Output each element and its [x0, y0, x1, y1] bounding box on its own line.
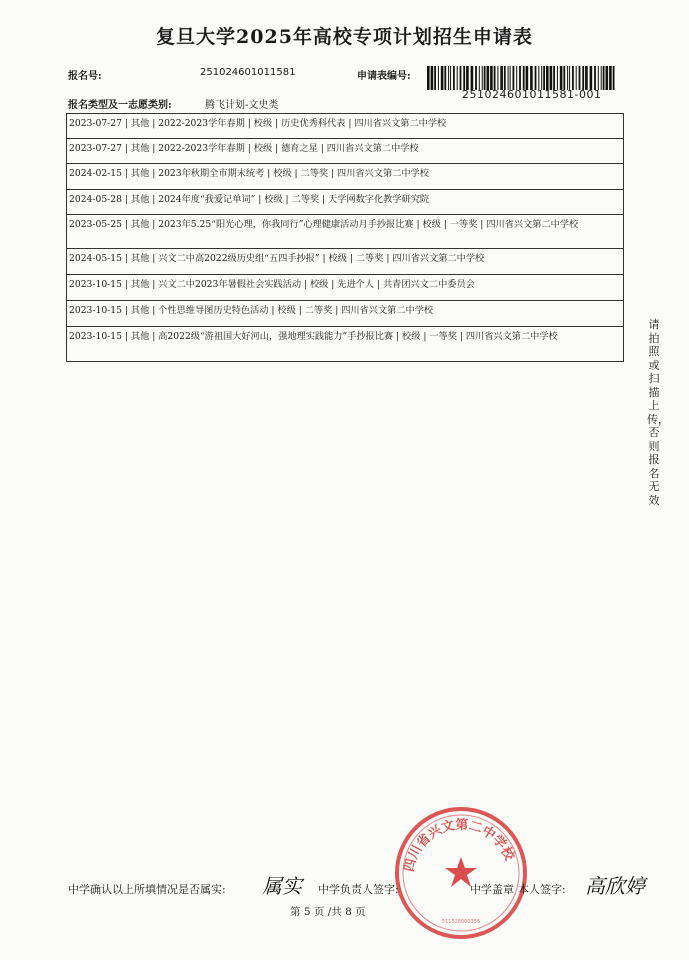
barcode-bar — [572, 66, 574, 90]
barcode-bar — [609, 66, 612, 90]
seal-label: 中学盖章 — [470, 883, 514, 896]
barcode-bar — [530, 66, 533, 90]
records-table — [66, 113, 624, 362]
barcode-bar — [538, 66, 539, 90]
barcode-bar — [450, 66, 451, 90]
barcode-bar — [523, 66, 525, 90]
barcode-bar — [431, 66, 434, 90]
barcode-bar — [427, 66, 430, 90]
table-row: 2023-07-27 | 其他 | 2022-2023学年春期 | 校级 | 德育之星 | 四川省兴文第二中学校 — [67, 139, 623, 164]
table-row: 2023-10-15 | 其他 | 高2022级“游祖国大好河山，强地理实践能力”手抄报比赛 | 校级 | 一等奖 | 四川省兴文第二中学校 — [67, 327, 623, 362]
barcode-bar — [510, 66, 511, 90]
barcode-bar — [601, 66, 602, 90]
barcode-bar — [582, 66, 584, 90]
school-seal-stamp — [393, 805, 529, 941]
barcode-bar — [487, 66, 490, 90]
confirm-label: 中学确认以上所填情况是否属实: — [68, 883, 226, 896]
barcode-bar — [541, 66, 542, 90]
barcode-bar — [563, 66, 565, 90]
barcode-bar — [613, 66, 615, 90]
self-sign-label: 本人签字: — [518, 883, 566, 896]
barcode-bar — [569, 66, 570, 90]
barcode-bar — [466, 66, 469, 90]
barcode-bar — [603, 66, 605, 90]
barcode-bar — [560, 66, 563, 90]
barcode-bar — [519, 66, 521, 90]
barcode-bar — [460, 66, 462, 90]
table-row: 2024-05-15 | 其他 | 兴文二中高2022级历史组“五四手抄报” | 校级 | 二等奖 | 四川省兴文第二中学校 — [67, 249, 623, 275]
barcode-bar — [567, 66, 568, 90]
barcode-bar — [585, 66, 588, 90]
barcode-bar — [557, 66, 558, 90]
barcode-bar — [453, 66, 455, 90]
app-no-label: 申请表编号: — [357, 71, 411, 82]
barcode-bar — [546, 66, 549, 90]
category-label: 报名类型及一志愿类别: — [68, 100, 172, 111]
barcode-bar — [606, 66, 609, 90]
barcode-bar — [543, 66, 545, 90]
page-number: 第 5 页 /共 8 页 — [290, 906, 366, 918]
barcode-bar — [438, 66, 439, 90]
barcode-bar — [463, 66, 465, 90]
barcode-bar — [504, 66, 506, 90]
barcode-bar — [457, 66, 458, 90]
barcode-bar — [550, 66, 553, 90]
barcode-bar — [590, 66, 593, 90]
barcode-bar — [441, 66, 444, 90]
barcode-bar — [526, 66, 529, 90]
principal-label: 中学负责人签字: — [318, 883, 399, 896]
svg-text:四川省兴文第二中学校: 四川省兴文第二中学校 — [402, 817, 517, 874]
barcode-bar — [516, 66, 517, 90]
barcode-bar — [479, 66, 480, 90]
confirm-signature: 属实 — [262, 874, 302, 898]
barcode-bar — [513, 66, 515, 90]
barcode-bar — [482, 66, 483, 90]
side-note: 请拍照或扫描上传，否则报名无效 — [647, 318, 669, 507]
barcode-bar — [494, 66, 496, 90]
barcode-bar — [448, 66, 449, 90]
barcode-bar — [484, 66, 486, 90]
table-row: 2024-02-15 | 其他 | 2023年秋期全市期末统考 | 校级 | 二等奖 | 四川省兴文第二中学校 — [67, 164, 623, 190]
barcode-bar — [434, 66, 436, 90]
barcode-bar — [444, 66, 446, 90]
barcode-image — [427, 66, 617, 90]
app-no-value: 251024601011581-001 — [462, 88, 602, 101]
barcode-bar — [579, 66, 581, 90]
barcode-bar — [576, 66, 577, 90]
barcode-bar — [594, 66, 596, 90]
form-title: 复旦大学2025年高校专项计划招生申请表 — [156, 26, 533, 48]
category-value: 腾飞计划-文史类 — [205, 100, 279, 111]
table-row: 2023-05-25 | 其他 | 2023年5.25“阳光心理，你我同行”心理健康活动月手抄报比赛 | 校级 | 一等奖 | 四川省兴文第二中学校 — [67, 215, 623, 249]
table-row: 2023-10-15 | 其他 | 兴文二中2023年暑假社会实践活动 | 校级 | 先进个人 | 共青团兴文二中委员会 — [67, 275, 623, 301]
table-row: 2023-07-27 | 其他 | 2022-2023学年春期 | 校级 | 历史优秀科代表 | 四川省兴文第二中学校 — [67, 114, 623, 139]
barcode-bar — [508, 66, 509, 90]
self-signature: 高欣婷 — [585, 874, 645, 898]
reg-no-value: 251024601011581 — [200, 67, 296, 78]
barcode-bar — [553, 66, 555, 90]
barcode-bar — [497, 66, 498, 90]
table-row: 2023-10-15 | 其他 | 个性思维导图历史特色活动 | 校级 | 二等奖 | 四川省兴文第二中学校 — [67, 301, 623, 327]
barcode-bar — [535, 66, 537, 90]
table-row: 2024-05-28 | 其他 | 2024年度“我爱记单词” | 校级 | 二等奖 | 天学网数字化教学研究院 — [67, 190, 623, 215]
barcode-bar — [500, 66, 503, 90]
barcode-bar — [471, 66, 474, 90]
barcode-bar — [598, 66, 599, 90]
barcode-bar — [490, 66, 493, 90]
reg-no-label: 报名号: — [68, 71, 102, 82]
svg-text:511528000355: 511528000355 — [441, 919, 481, 925]
barcode-bar — [475, 66, 477, 90]
